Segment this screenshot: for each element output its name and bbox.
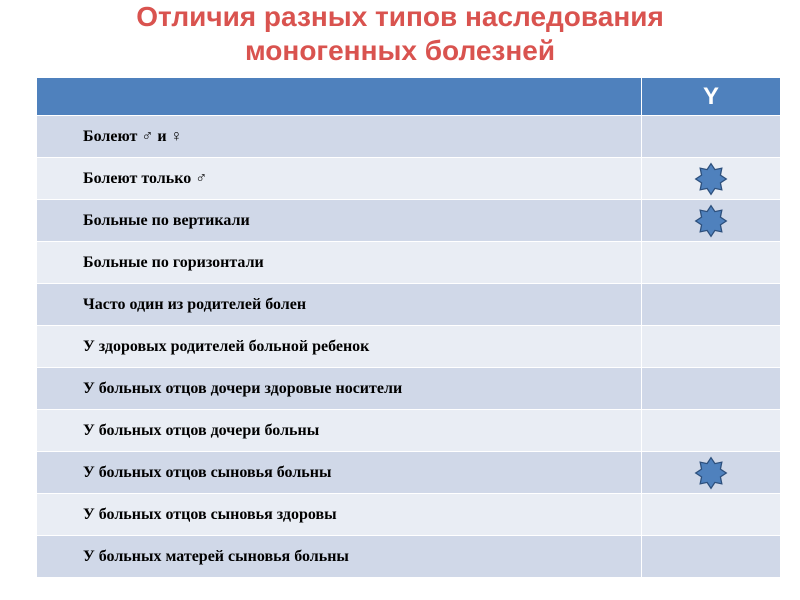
header-label-cell [37, 78, 642, 115]
row-mark-cell [642, 368, 780, 409]
row-mark-cell [642, 200, 780, 241]
row-mark-cell [642, 284, 780, 325]
table-row [37, 410, 780, 452]
table-row [37, 284, 780, 326]
star-icon [694, 456, 728, 490]
table-row [37, 200, 780, 242]
row-label: Часто один из родителей болен [37, 284, 642, 325]
row-mark-cell [642, 410, 780, 451]
row-mark-cell [642, 536, 780, 577]
table-row [37, 536, 780, 578]
row-label: У больных отцов сыновья здоровы [37, 494, 642, 535]
table-row [37, 326, 780, 368]
page-title [0, 0, 800, 68]
table-header [37, 78, 780, 116]
table-row [37, 494, 780, 536]
inheritance-table [37, 78, 780, 578]
row-label: У больных отцов дочери больны [37, 410, 642, 451]
title-line-2: моногенных болезней [244, 35, 556, 66]
row-label: Болеют только ♂ [37, 158, 642, 199]
title-line-1: Отличия разных типов наследования [136, 1, 664, 32]
row-mark-cell [642, 116, 780, 157]
row-label: У больных отцов сыновья больны [37, 452, 642, 493]
row-label: У больных матерей сыновья больны [37, 536, 642, 577]
row-mark-cell [642, 494, 780, 535]
row-mark-cell [642, 452, 780, 493]
table-row [37, 158, 780, 200]
table-row [37, 368, 780, 410]
header-column-y: Y [702, 82, 719, 110]
star-icon [694, 204, 728, 238]
table-body [37, 116, 780, 578]
table-row [37, 116, 780, 158]
star-icon [694, 162, 728, 196]
row-label: Больные по горизонтали [37, 242, 642, 283]
row-label: У больных отцов дочери здоровые носители [37, 368, 642, 409]
table-row [37, 242, 780, 284]
row-mark-cell [642, 326, 780, 367]
row-label: У здоровых родителей больной ребенок [37, 326, 642, 367]
row-mark-cell [642, 242, 780, 283]
row-mark-cell [642, 158, 780, 199]
table-row [37, 452, 780, 494]
row-label: Болеют ♂ и ♀ [37, 116, 642, 157]
row-label: Больные по вертикали [37, 200, 642, 241]
